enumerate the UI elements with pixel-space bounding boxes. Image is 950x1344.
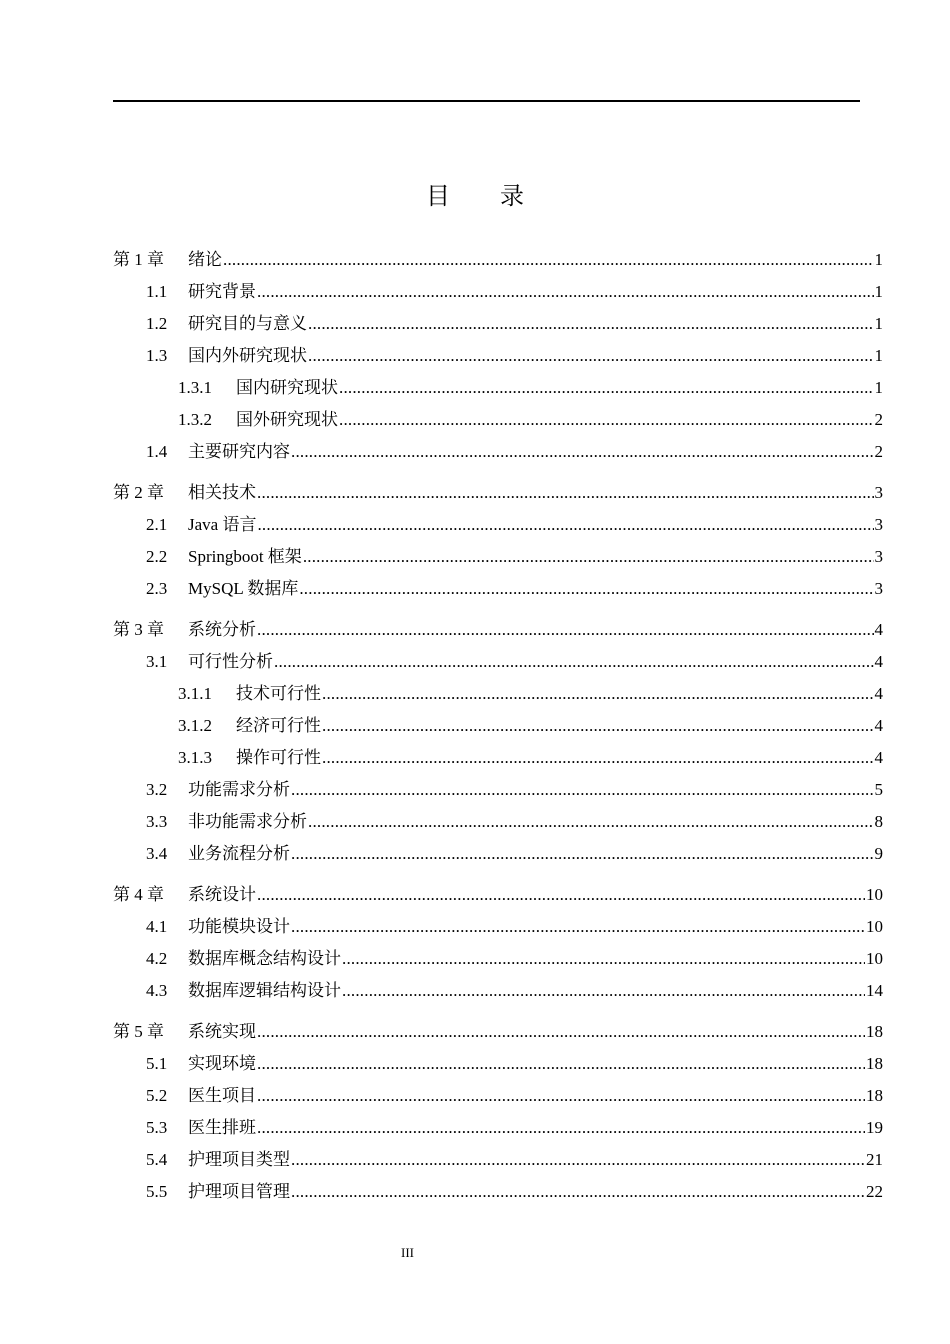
- toc-section-entry[interactable]: [146, 308, 883, 340]
- toc-entry-number: 3.1: [146, 652, 168, 671]
- toc-dot-leader: [299, 573, 873, 605]
- toc-entry-page: 4: [874, 620, 883, 639]
- toc-dot-leader: [257, 879, 865, 911]
- toc-entry-number: 第 3 章: [113, 620, 164, 639]
- toc-entry-number: 3.2: [146, 780, 168, 799]
- toc-chapter-entry[interactable]: [113, 1016, 883, 1048]
- toc-entry-number: 1.3.2: [178, 410, 212, 429]
- toc-section-entry[interactable]: [146, 911, 883, 943]
- toc-entry-number: 4.2: [146, 949, 168, 968]
- toc-dot-leader: [303, 541, 874, 573]
- toc-entry-page: 3: [874, 579, 883, 598]
- toc-entry-number: 3.1.2: [178, 716, 212, 735]
- toc-entry-label: Java 语言: [188, 515, 257, 534]
- toc-section-entry[interactable]: [146, 838, 883, 870]
- toc-section-entry[interactable]: [146, 1112, 883, 1144]
- toc-entry-label: 系统设计: [188, 885, 256, 904]
- toc-dot-leader: [342, 943, 865, 975]
- header-rule: [113, 100, 860, 102]
- toc-entry-number: 5.3: [146, 1118, 168, 1137]
- toc-dot-leader: [223, 244, 874, 276]
- toc-entry-label: 国外研究现状: [236, 410, 338, 429]
- toc-entry-page: 10: [866, 885, 883, 904]
- toc-dot-leader: [257, 1048, 865, 1080]
- toc-section-entry[interactable]: [146, 1048, 883, 1080]
- toc-entry-label: 系统实现: [188, 1022, 256, 1041]
- toc-entry-label: 功能需求分析: [188, 780, 290, 799]
- toc-entry-label: 数据库概念结构设计: [188, 949, 341, 968]
- toc-entry-label: 数据库逻辑结构设计: [188, 981, 341, 1000]
- toc-entry-page: 1: [874, 250, 883, 269]
- toc-section-entry[interactable]: [146, 509, 883, 541]
- toc-chapter-entry[interactable]: [113, 879, 883, 911]
- toc-entry-page: 4: [874, 716, 883, 735]
- toc-title: [0, 176, 950, 211]
- toc-entry-page: 8: [874, 812, 883, 831]
- toc-section-entry[interactable]: [178, 742, 883, 774]
- toc-entry-label: 经济可行性: [236, 716, 321, 735]
- toc-dot-leader: [308, 308, 874, 340]
- toc-dot-leader: [339, 404, 874, 436]
- toc-dot-leader: [322, 742, 874, 774]
- toc-section-entry[interactable]: [146, 573, 883, 605]
- toc-entry-number: 第 4 章: [113, 885, 164, 904]
- page-number: III: [401, 1245, 414, 1260]
- toc-title-char-2: 录: [500, 184, 524, 210]
- toc-dot-leader: [322, 678, 874, 710]
- toc-entry-page: 14: [866, 981, 883, 1000]
- toc-entry-label: 护理项目类型: [188, 1150, 290, 1169]
- toc-dot-leader: [339, 372, 874, 404]
- toc-dot-leader: [257, 1016, 865, 1048]
- toc-entry-label: 实现环境: [188, 1054, 256, 1073]
- toc-entry-page: 3: [874, 515, 883, 534]
- toc-entry-number: 5.4: [146, 1150, 168, 1169]
- toc-entry-page: 19: [866, 1118, 883, 1137]
- toc-dot-leader: [291, 838, 874, 870]
- toc-title-char-1: 目: [426, 184, 450, 210]
- toc-entry-label: 系统分析: [188, 620, 256, 639]
- toc-entry-number: 3.1.3: [178, 748, 212, 767]
- toc-entry-page: 18: [866, 1022, 883, 1041]
- toc-dot-leader: [342, 975, 865, 1007]
- toc-entry-page: 2: [874, 442, 883, 461]
- toc-entry-number: 第 1 章: [113, 250, 164, 269]
- toc-section-entry[interactable]: [146, 276, 883, 308]
- toc-entry-label: 非功能需求分析: [188, 812, 307, 831]
- toc-entry-label: 国内外研究现状: [188, 346, 307, 365]
- toc-dot-leader: [257, 1112, 865, 1144]
- toc-entry-page: 3: [874, 483, 883, 502]
- toc-entry-number: 1.1: [146, 282, 168, 301]
- toc-section-entry[interactable]: [146, 1176, 883, 1208]
- toc-entry-number: 5.5: [146, 1182, 168, 1201]
- toc-section-entry[interactable]: [146, 943, 883, 975]
- toc-entry-label: 医生排班: [188, 1118, 256, 1137]
- toc-dot-leader: [308, 806, 874, 838]
- toc-entry-number: 5.1: [146, 1054, 168, 1073]
- toc-dot-leader: [322, 710, 874, 742]
- toc-entry-number: 3.3: [146, 812, 168, 831]
- toc-entry-number: 2.2: [146, 547, 168, 566]
- toc-entry-number: 1.4: [146, 442, 168, 461]
- toc-entry-number: 第 5 章: [113, 1022, 164, 1041]
- toc-entry-number: 第 2 章: [113, 483, 164, 502]
- toc-entry-number: 1.2: [146, 314, 168, 333]
- toc-dot-leader: [291, 774, 874, 806]
- toc-entry-number: 4.3: [146, 981, 168, 1000]
- toc-dot-leader: [257, 509, 873, 541]
- toc-entry-page: 18: [866, 1086, 883, 1105]
- toc-entry-label: 研究目的与意义: [188, 314, 307, 333]
- toc-entry-page: 22: [866, 1182, 883, 1201]
- toc-dot-leader: [291, 1144, 865, 1176]
- toc-entry-number: 2.3: [146, 579, 168, 598]
- toc-entry-number: 1.3: [146, 346, 168, 365]
- toc-chapter-entry[interactable]: [113, 477, 883, 509]
- toc-section-entry[interactable]: [146, 1144, 883, 1176]
- toc-entry-number: 3.1.1: [178, 684, 212, 703]
- toc-section-entry[interactable]: [146, 774, 883, 806]
- toc-entry-label: 医生项目: [188, 1086, 256, 1105]
- toc-section-entry[interactable]: [146, 1080, 883, 1112]
- toc-entry-label: Springboot 框架: [188, 547, 302, 566]
- toc-dot-leader: [291, 1176, 865, 1208]
- toc-entry-label: 可行性分析: [188, 652, 273, 671]
- toc-entry-page: 1: [874, 282, 883, 301]
- toc-entry-number: 2.1: [146, 515, 168, 534]
- toc-entry-page: 1: [874, 346, 883, 365]
- toc-dot-leader: [257, 1080, 865, 1112]
- toc-section-entry[interactable]: [146, 340, 883, 372]
- toc-dot-leader: [257, 276, 874, 308]
- toc-entry-page: 9: [874, 844, 883, 863]
- toc-entry-label: 业务流程分析: [188, 844, 290, 863]
- toc-entry-number: 1.3.1: [178, 378, 212, 397]
- toc-entry-label: 绪论: [188, 250, 222, 269]
- toc-entry-page: 4: [874, 748, 883, 767]
- toc-section-entry[interactable]: [146, 646, 883, 678]
- toc-entry-number: 4.1: [146, 917, 168, 936]
- toc-entry-page: 10: [866, 949, 883, 968]
- toc-entry-page: 1: [874, 314, 883, 333]
- toc-entry-page: 5: [874, 780, 883, 799]
- toc-entry-page: 4: [874, 684, 883, 703]
- toc-entry-page: 3: [874, 547, 883, 566]
- toc-section-entry[interactable]: [178, 372, 883, 404]
- toc-entry-label: 操作可行性: [236, 748, 321, 767]
- toc-entry-page: 2: [874, 410, 883, 429]
- toc-dot-leader: [257, 477, 874, 509]
- toc-entry-page: 10: [866, 917, 883, 936]
- toc-dot-leader: [257, 614, 874, 646]
- toc-section-entry[interactable]: [146, 541, 883, 573]
- toc-chapter-entry[interactable]: [113, 614, 883, 646]
- toc-dot-leader: [274, 646, 874, 678]
- toc-section-entry[interactable]: [178, 404, 883, 436]
- toc-dot-leader: [308, 340, 874, 372]
- toc-section-entry[interactable]: [178, 710, 883, 742]
- toc-entry-page: 4: [874, 652, 883, 671]
- toc-dot-leader: [291, 911, 865, 943]
- toc-section-entry[interactable]: [178, 678, 883, 710]
- toc-entry-number: 3.4: [146, 844, 168, 863]
- toc-entry-page: 18: [866, 1054, 883, 1073]
- toc-entry-label: 护理项目管理: [188, 1182, 290, 1201]
- toc-section-entry[interactable]: [146, 975, 883, 1007]
- toc-entry-label: 主要研究内容: [188, 442, 290, 461]
- toc-dot-leader: [291, 436, 874, 468]
- toc-entry-label: 研究背景: [188, 282, 256, 301]
- toc-chapter-entry[interactable]: [113, 244, 883, 276]
- toc-section-entry[interactable]: [146, 806, 883, 838]
- toc-entry-label: MySQL 数据库: [188, 579, 299, 598]
- toc-entry-label: 功能模块设计: [188, 917, 290, 936]
- toc-entry-page: 21: [866, 1150, 883, 1169]
- toc-entry-number: 5.2: [146, 1086, 168, 1105]
- toc-section-entry[interactable]: [146, 436, 883, 468]
- toc-entry-label: 技术可行性: [236, 684, 321, 703]
- toc-entry-label: 相关技术: [188, 483, 256, 502]
- toc-entry-label: 国内研究现状: [236, 378, 338, 397]
- toc-entry-page: 1: [874, 378, 883, 397]
